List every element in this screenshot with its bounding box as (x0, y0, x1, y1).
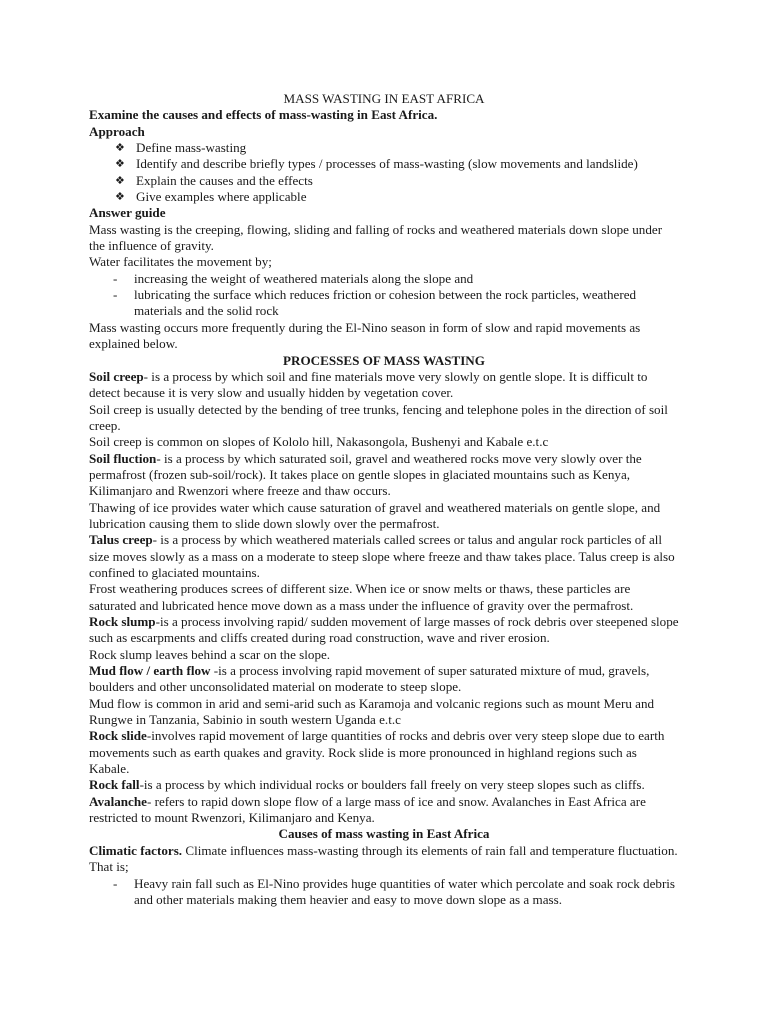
soil-creep-term: Soil creep (89, 368, 144, 384)
rock-fall-term: Rock fall (89, 777, 140, 793)
answer-guide-heading: Answer guide (89, 205, 166, 221)
avalanche-paragraph (89, 794, 679, 827)
processes-heading: PROCESSES OF MASS WASTING (283, 352, 485, 368)
rock-fall-paragraph (89, 777, 679, 793)
list-item (89, 173, 679, 189)
mud-flow-paragraph (89, 663, 679, 696)
diamond-bullet-icon: ❖ (115, 141, 125, 155)
frost-weathering-paragraph: Frost weathering produces screes of different size. When ice or snow melts or thaws, these particles are saturated and lubricated hence move down as a mass under the influence of gravity over the permafrost. (89, 581, 634, 613)
list-item (89, 287, 679, 320)
essay-question: Examine the causes and effects of mass-wasting in East Africa. (89, 107, 438, 123)
approach-item-text: Define mass-wasting (136, 140, 247, 156)
rock-fall-text: -is a process by which individual rocks or boulders fall freely on very steep slopes such as cliffs. (139, 777, 645, 793)
dash-bullet: - (113, 875, 118, 891)
mud-flow-term: Mud flow / earth flow (89, 663, 211, 679)
list-item (89, 876, 679, 909)
approach-item-text: Explain the causes and the effects (136, 172, 313, 188)
soil-creep-paragraph (89, 369, 679, 402)
soil-fluction-text: - is a process by which saturated soil, gravel and weathered rocks move very slowly over the permafrost (frozen sub-soil/rock). It takes place on gentle slopes in glaciated mountains such as Kenya, Kilimanjaro and Rwenzori where freeze and thaw occurs. (89, 450, 642, 499)
climatic-item-text: Heavy rain fall such as El-Nino provides huge quantities of water which percolate and soak rock debris and other materials making them heavier and easy to move down slope as a mass. (134, 875, 676, 907)
water-list (89, 271, 679, 320)
soil-creep-detection: Soil creep is usually detected by the bending of tree trunks, fencing and telephone poles in the direction of soil creep. (89, 401, 668, 433)
climatic-factors-paragraph (89, 843, 679, 876)
diamond-bullet-icon: ❖ (115, 190, 125, 204)
talus-creep-text: - is a process by which weathered materials called screes or talus and angular rock particles of all size moves slowly as a mass on a moderate to steep slope where freeze and thaw takes place. Talus creep is also confined to glaciated mountains. (89, 532, 675, 580)
document-title: MASS WASTING IN EAST AFRICA (283, 91, 485, 106)
list-item (89, 140, 679, 156)
soil-fluction-paragraph (89, 451, 679, 500)
dash-bullet: - (113, 270, 118, 286)
approach-item-text: Identify and describe briefly types / processes of mass-wasting (slow movements and landslide) (136, 156, 638, 172)
talus-creep-term: Talus creep (89, 532, 153, 548)
rock-slump-text: -is a process involving rapid/ sudden movement of large masses of rock debris over steepened slope such as escarpments and cliffs created during road construction, wave and river erosion. (89, 614, 679, 646)
dash-bullet: - (113, 287, 118, 303)
rock-slide-term: Rock slide (89, 728, 147, 744)
list-item (89, 189, 679, 205)
thawing-paragraph: Thawing of ice provides water which cause saturation of gravel and weathered materials on gentle slope, and lubrication causing them to slide down slowly over the permafrost. (89, 499, 661, 531)
rock-slide-text: -involves rapid movement of large quantities of rocks and debris over very steep slope due to earth movements such as earth quakes and gravity. Rock slide is more pronounced in highland regions such as Kabale. (89, 728, 665, 777)
mud-flow-text: -is a process involving rapid movement of super saturated mixture of mud, gravels, boulders and other unconsolidated material on moderate to steep slope. (89, 663, 650, 695)
mud-flow-regions: Mud flow is common in arid and semi-arid such as Karamoja and volcanic regions such as mount Meru and Rungwe in Tanzania, Sabinio in south western Uganda e.t.c (89, 695, 655, 728)
rock-slump-term: Rock slump (89, 614, 156, 629)
list-item (89, 156, 679, 172)
document-page (89, 91, 679, 908)
rock-slump-scar: Rock slump leaves behind a scar on the slope. (89, 646, 331, 662)
talus-creep-paragraph (89, 532, 679, 581)
list-item (89, 271, 679, 287)
water-item-text: lubricating the surface which reduces friction or cohesion between the rock particles, weathered materials and the solid rock (134, 287, 637, 319)
elnino-paragraph: Mass wasting occurs more frequently during the El-Nino season in form of slow and rapid movements as explained below. (89, 319, 641, 352)
definition-paragraph: Mass wasting is the creeping, flowing, sliding and falling of rocks and weathered materials down slope under the influence of gravity. (89, 221, 663, 254)
soil-creep-text: - is a process by which soil and fine materials move very slowly on gentle slope. It is difficult to detect because it is very slow and usually hidden by vegetation cover. (89, 368, 648, 401)
water-intro: Water facilitates the movement by; (89, 254, 272, 270)
diamond-bullet-icon: ❖ (115, 173, 125, 187)
soil-creep-examples: Soil creep is common on slopes of Kololo hill, Nakasongola, Bushenyi and Kabale e.t.c (89, 434, 549, 450)
diamond-bullet-icon: ❖ (115, 157, 125, 171)
approach-list (89, 140, 679, 205)
water-item-text: increasing the weight of weathered materials along the slope and (134, 270, 474, 286)
climatic-list (89, 876, 679, 909)
rock-slide-paragraph (89, 728, 679, 777)
avalanche-term: Avalanche (89, 793, 147, 809)
causes-heading: Causes of mass wasting in East Africa (278, 826, 490, 842)
soil-fluction-term: Soil fluction (89, 450, 157, 466)
climatic-factors-term: Climatic factors. (89, 842, 183, 858)
approach-item-text: Give examples where applicable (136, 189, 307, 205)
avalanche-text: - refers to rapid down slope flow of a large mass of ice and snow. Avalanches in East Africa are restricted to mount Rwenzori, Kilimanjaro and Kenya. (89, 793, 646, 826)
climatic-factors-text: Climate influences mass-wasting through its elements of rain fall and temperature fluctuation. That is; (89, 842, 678, 875)
rock-slump-paragraph (89, 614, 679, 647)
approach-heading: Approach (89, 123, 145, 139)
